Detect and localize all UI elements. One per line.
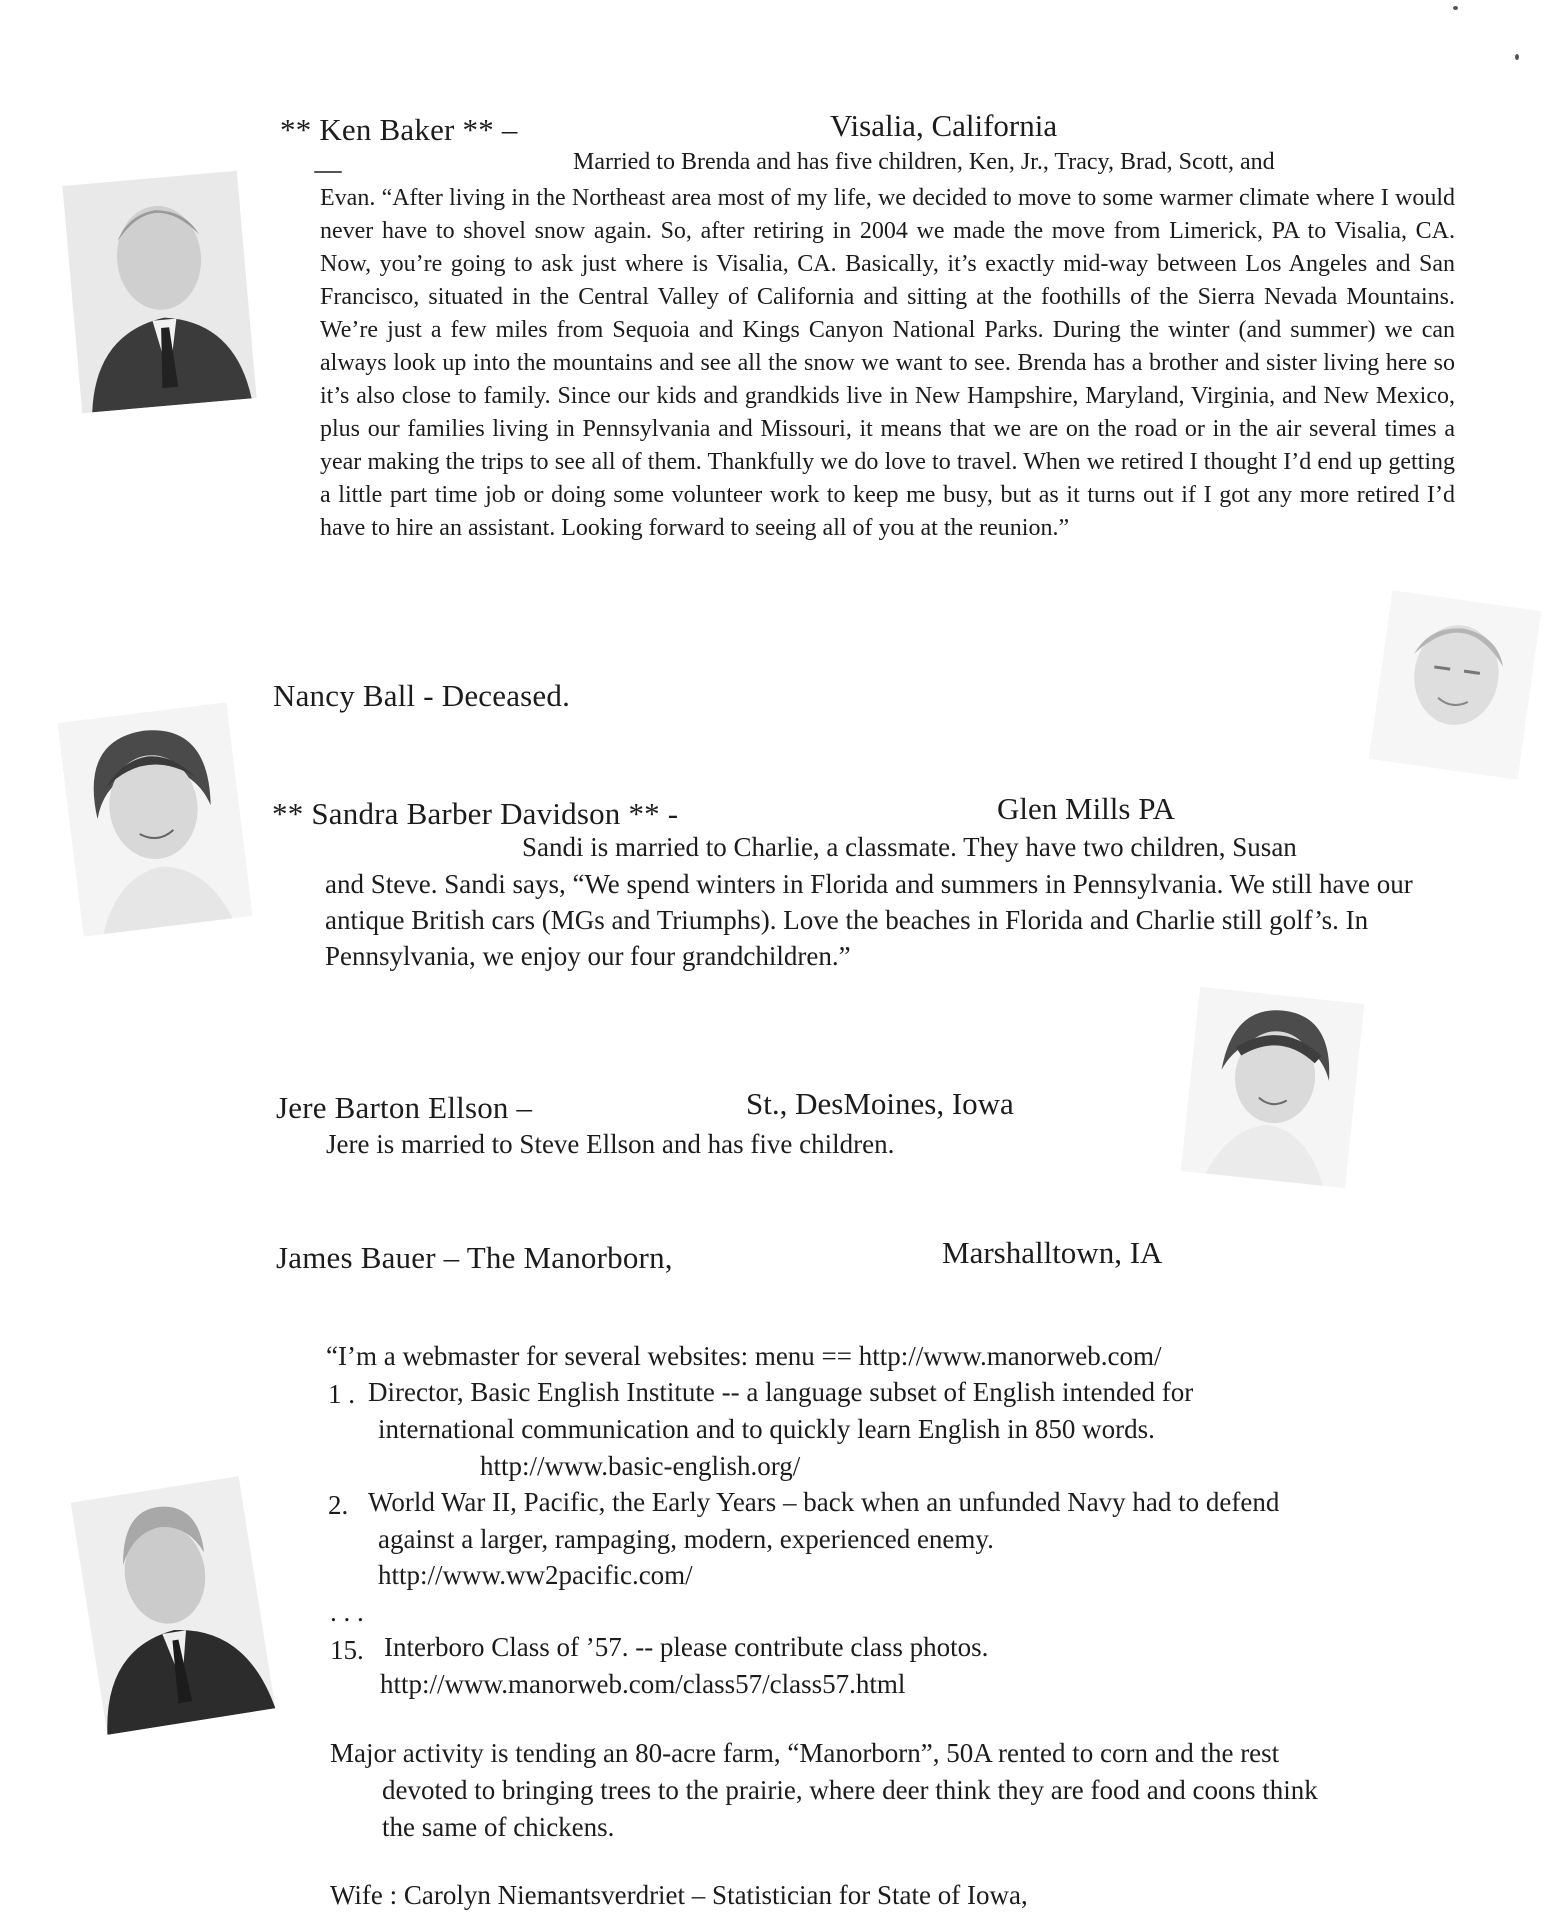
list-item-15-text: Interboro Class of ’57. -- please contribute class photos.	[384, 1632, 989, 1662]
list-item-15-number: 15.	[330, 1635, 364, 1665]
list-item-1-url: http://www.basic-english.org/	[480, 1451, 801, 1481]
james-bauer-activity-end: the same of chickens.	[382, 1812, 615, 1842]
jere-barton-name: Jere Barton Ellson –	[276, 1090, 533, 1125]
jere-barton-bio: Jere is married to Steve Ellson and has five children.	[326, 1129, 895, 1159]
list-item-2-text-cont: against a larger, rampaging, modern, experienced enemy.	[378, 1524, 994, 1554]
james-bauer-name: James Bauer – The Manorborn,	[276, 1240, 673, 1275]
list-item-2-number: 2.	[328, 1490, 349, 1520]
scan-speck	[1515, 54, 1519, 60]
nancy-ball-name: Nancy Ball - Deceased.	[273, 678, 571, 713]
sandra-barber-location: Glen Mills PA	[997, 791, 1176, 826]
ken-baker-intro: Married to Brenda and has five children, Ken, Jr., Tracy, Brad, Scott, and	[573, 149, 1275, 175]
sandra-barber-name: ** Sandra Barber Davidson ** -	[272, 796, 679, 831]
scan-speck	[1453, 6, 1458, 10]
scan-speck	[314, 171, 342, 173]
james-bauer-wife: Wife : Carolyn Niemantsverdriet – Statistician for State of Iowa,	[330, 1880, 1028, 1910]
james-bauer-intro: “I’m a webmaster for several websites: menu == http://www.manorweb.com/	[326, 1341, 1162, 1371]
nancy-ball-photo	[1369, 590, 1541, 779]
list-item-2-url: http://www.ww2pacific.com/	[378, 1560, 693, 1590]
james-bauer-photo	[71, 1476, 276, 1735]
ken-baker-name: ** Ken Baker ** –	[280, 112, 518, 147]
james-bauer-location: Marshalltown, IA	[942, 1235, 1163, 1270]
ken-baker-location: Visalia, California	[830, 108, 1058, 143]
sandra-barber-photo	[58, 702, 253, 936]
jere-barton-photo	[1181, 987, 1364, 1188]
ken-baker-bio: Evan. “After living in the Northeast area most of my life, we decided to move to some warmer climate where I would never have to shovel snow again. So, after retiring in 2004 we made the move from Limerick, PA to Visalia, CA. Now, you’re going to ask just where is Visalia, CA. Basically, it’s exactly mid-way between Los Angeles and San Francisco, situated in the Central Valley of California and sitting at the foothills of the Sierra Nevada Mountains. We’re just a few miles from Sequoia and Kings Canyon National Parks. During the winter (and summer) we can always look up into the mountains and see all the snow we want to see. Brenda has a brother and sister living here so it’s also close to family. Since our kids and grandkids live in New Hampshire, Maryland, Virginia, and New Mexico, plus our families living in Pennsylvania and Missouri, it means that we are on the road or in the air several times a year making the trips to see all of them. Thankfully we do love to travel. When we retired I thought I’d end up getting a little part time job or doing some volunteer work to keep me busy, but as it turns out if I got any more retired I’d have to hire an assistant. Looking forward to seeing all of you at the reunion.”	[320, 185, 1455, 541]
list-item-1-text-cont: international communication and to quickly learn English in 850 words.	[378, 1414, 1155, 1444]
jere-barton-location: St., DesMoines, Iowa	[746, 1086, 1014, 1121]
james-bauer-activity: Major activity is tending an 80-acre farm, “Manorborn”, 50A rented to corn and the rest	[330, 1738, 1280, 1768]
sandra-barber-intro: Sandi is married to Charlie, a classmate. They have two children, Susan	[522, 832, 1297, 862]
james-bauer-activity-cont: devoted to bringing trees to the prairie, where deer think they are food and coons think	[382, 1775, 1318, 1805]
list-item-1-text: Director, Basic English Institute -- a language subset of English intended for	[368, 1377, 1194, 1407]
list-item-15-url: http://www.manorweb.com/class57/class57.html	[380, 1669, 906, 1699]
sandra-barber-bio: and Steve. Sandi says, “We spend winters in Florida and summers in Pennsylvania. We still have our antique British cars (MGs and Triumphs). Love the beaches in Florida and Charlie still golf’s. In Pennsylvania, we enjoy our four grandchildren.”	[325, 869, 1413, 971]
ken-baker-photo	[62, 171, 256, 413]
list-ellipsis: . . .	[330, 1597, 364, 1627]
list-item-1-number: 1 .	[328, 1379, 355, 1409]
list-item-2-text: World War II, Pacific, the Early Years – back when an unfunded Navy had to defend	[368, 1487, 1280, 1517]
